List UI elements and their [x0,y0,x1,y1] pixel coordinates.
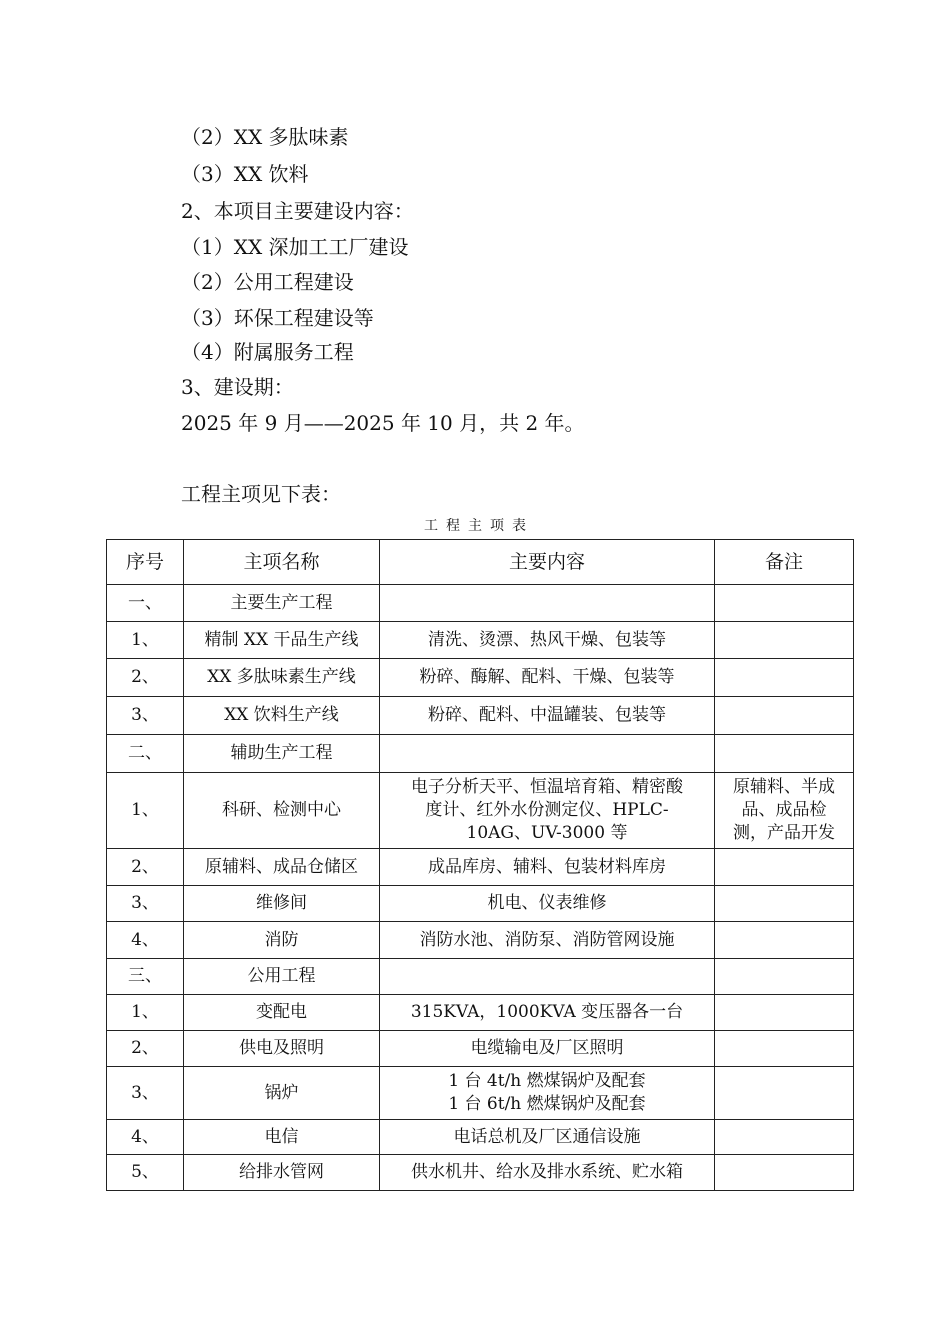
cell-item-name: 变配电 [184,995,380,1031]
table-intro-text: 工程主项见下表： [181,482,341,506]
cell-item-name: 电信 [184,1120,380,1155]
table-row [107,1155,854,1191]
table-row [107,995,854,1031]
cell-remarks [715,1067,854,1120]
cell-index: 三、 [107,959,184,995]
cell-main-content: 成品库房、辅料、包装材料库房 [380,849,715,886]
cell-item-name: 锅炉 [184,1067,380,1120]
cell-item-name: 原辅料、成品仓储区 [184,849,380,886]
cell-item-name: 消防 [184,922,380,959]
cell-item-name: XX 饮料生产线 [184,697,380,735]
table-row [107,697,854,735]
table-row [107,773,854,849]
cell-main-content: 315KVA，1000KVA 变压器各一台 [380,995,715,1031]
cell-remarks [715,659,854,697]
cell-main-content [380,959,715,995]
cell-index: 3、 [107,1067,184,1120]
cell-remarks: 原辅料、半成 品、成品检 测，产品开发 [715,773,854,849]
cell-main-content [380,585,715,622]
cell-index: 3、 [107,697,184,735]
cell-index: 二、 [107,735,184,773]
table-row [107,886,854,922]
cell-remarks [715,622,854,659]
cell-remarks [715,995,854,1031]
cell-main-content: 供水机井、给水及排水系统、贮水箱 [380,1155,715,1191]
cell-item-name: XX 多肽味素生产线 [184,659,380,697]
cell-index: 4、 [107,922,184,959]
table-row [107,959,854,995]
cell-remarks [715,1120,854,1155]
cell-main-content: 电子分析天平、恒温培育箱、精密酸 度计、红外水份测定仪、HPLC- 10AG、UV-3000 等 [380,773,715,849]
cell-main-content: 粉碎、配料、中温罐装、包装等 [380,697,715,735]
list-item-construction-2: （2）公用工程建设 [181,270,354,294]
cell-item-name: 给排水管网 [184,1155,380,1191]
cell-remarks [715,1031,854,1067]
cell-remarks [715,886,854,922]
cell-index: 2、 [107,1031,184,1067]
table-row [107,1031,854,1067]
list-item-product-2: （2）XX 多肽味素 [181,125,349,149]
cell-item-name: 科研、检测中心 [184,773,380,849]
cell-index: 一、 [107,585,184,622]
project-items-table [106,539,854,1191]
cell-item-name: 公用工程 [184,959,380,995]
cell-main-content: 电话总机及厂区通信设施 [380,1120,715,1155]
table-row [107,849,854,886]
cell-item-name: 主要生产工程 [184,585,380,622]
header-remarks: 备注 [715,540,854,585]
header-main-content: 主要内容 [380,540,715,585]
section-heading-construction-content: 2、本项目主要建设内容： [181,199,414,223]
cell-remarks [715,849,854,886]
cell-item-name: 供电及照明 [184,1031,380,1067]
cell-index: 1、 [107,622,184,659]
cell-remarks [715,735,854,773]
cell-index: 2、 [107,849,184,886]
cell-remarks [715,1155,854,1191]
list-item-construction-3: （3）环保工程建设等 [181,306,374,330]
list-item-construction-4: （4）附属服务工程 [181,340,354,364]
header-index: 序号 [107,540,184,585]
cell-main-content: 1 台 4t/h 燃煤锅炉及配套 1 台 6t/h 燃煤锅炉及配套 [380,1067,715,1120]
cell-remarks [715,697,854,735]
cell-index: 1、 [107,995,184,1031]
cell-main-content: 粉碎、酶解、配料、干燥、包装等 [380,659,715,697]
table-row [107,622,854,659]
table-header-row [107,540,854,585]
cell-index: 2、 [107,659,184,697]
table-row [107,659,854,697]
cell-index: 1、 [107,773,184,849]
table-row [107,585,854,622]
list-item-construction-1: （1）XX 深加工工厂建设 [181,235,409,259]
construction-period-text: 2025 年 9 月——2025 年 10 月，共 2 年。 [181,411,585,435]
table-row [107,922,854,959]
cell-item-name: 辅助生产工程 [184,735,380,773]
table-row [107,735,854,773]
header-item-name: 主项名称 [184,540,380,585]
cell-remarks [715,585,854,622]
section-heading-construction-period: 3、建设期： [181,375,294,399]
cell-item-name: 精制 XX 干品生产线 [184,622,380,659]
cell-remarks [715,959,854,995]
cell-main-content: 清洗、烫漂、热风干燥、包装等 [380,622,715,659]
list-item-product-3: （3）XX 饮料 [181,162,309,186]
cell-index: 5、 [107,1155,184,1191]
cell-main-content: 机电、仪表维修 [380,886,715,922]
cell-main-content: 消防水池、消防泵、消防管网设施 [380,922,715,959]
cell-item-name: 维修间 [184,886,380,922]
cell-main-content [380,735,715,773]
cell-main-content: 电缆输电及厂区照明 [380,1031,715,1067]
cell-index: 3、 [107,886,184,922]
cell-remarks [715,922,854,959]
cell-index: 4、 [107,1120,184,1155]
table-caption: 工程主项表 [424,518,534,534]
table-row [107,1067,854,1120]
table-row [107,1120,854,1155]
